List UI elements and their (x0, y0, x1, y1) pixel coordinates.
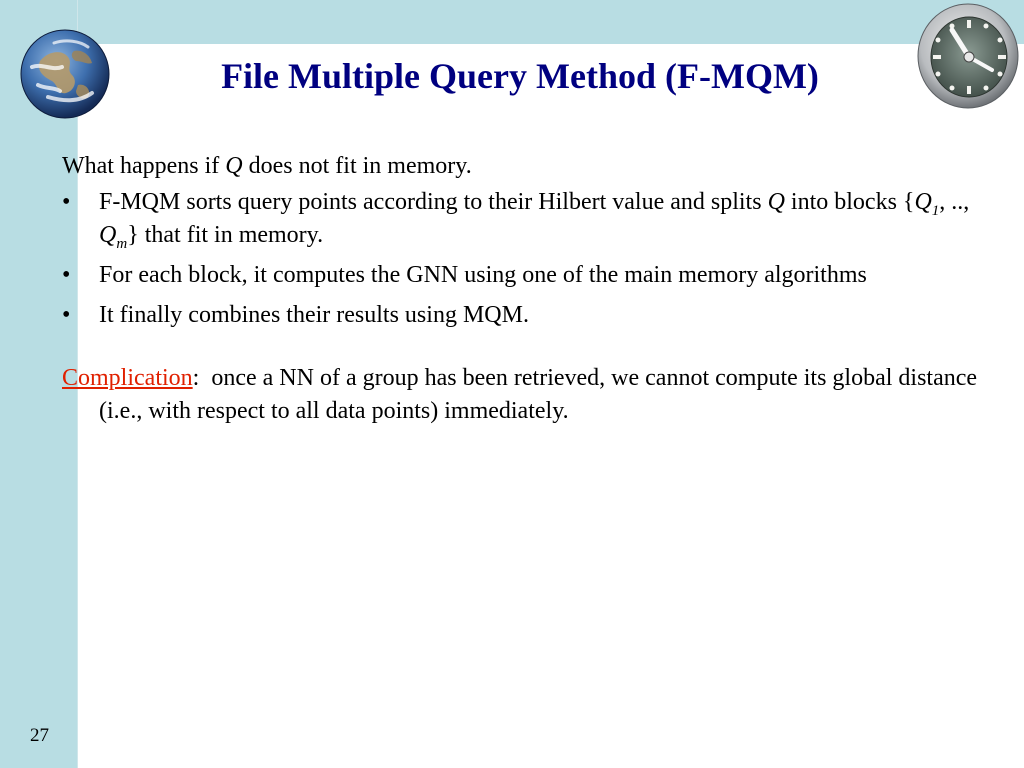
subscript-m: m (116, 235, 128, 252)
bullet-dot: • (62, 189, 71, 215)
q-symbol: Q (767, 189, 785, 215)
bullet-text: } that fit in memory. (127, 222, 324, 248)
bullet-text: F-MQM sorts query points according to their Hilbert value and splits (99, 189, 768, 215)
slide-title: File Multiple Query Method (F-MQM) (221, 56, 819, 96)
bullet-item (62, 259, 982, 292)
complication-text: once a NN of a group has been retrieved, we cannot compute its global distance (i.e., with respect to all data points) immediately. (99, 365, 984, 424)
complication-label: Complication (62, 365, 193, 391)
bullet-text: For each block, it computes the GNN using one of the main memory algorithms (99, 262, 867, 288)
complication-colon: : (192, 365, 200, 391)
q-symbol: Q (99, 222, 117, 248)
intro-q-symbol: Q (225, 153, 243, 179)
intro-line (62, 150, 982, 183)
intro-suffix: does not fit in memory. (242, 153, 472, 179)
bullet-dot: • (62, 302, 71, 328)
clock-icon (912, 0, 1020, 110)
bullet-text: , .., (939, 189, 970, 215)
q-symbol: Q (914, 189, 932, 215)
bullet-item (62, 299, 982, 332)
bullet-text: into blocks { (784, 189, 915, 215)
complication-paragraph (62, 362, 982, 428)
globe-icon (18, 27, 112, 121)
intro-prefix: What happens if (62, 153, 226, 179)
bullet-list (62, 186, 982, 332)
top-decorative-band (78, 0, 1024, 44)
bullet-text: It finally combines their results using MQM. (99, 302, 529, 328)
slide-body (62, 150, 982, 428)
subscript-1: 1 (931, 202, 940, 219)
bullet-item (62, 186, 982, 252)
bullet-dot: • (62, 262, 71, 288)
page-number: 27 (30, 725, 49, 746)
